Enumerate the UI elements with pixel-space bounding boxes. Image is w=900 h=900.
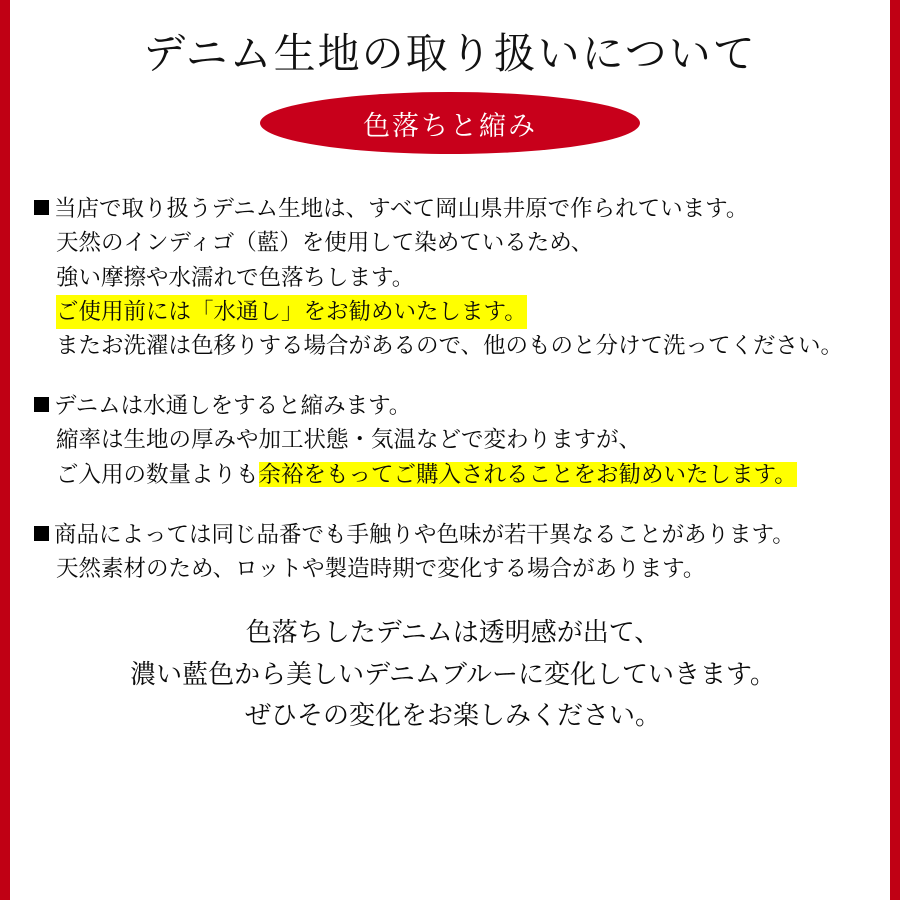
document-body (28, 192, 872, 737)
section-3-line-1 (34, 518, 872, 552)
section-1-line-4-text: ご使用前には「水通し」をお勧めいたします。 (56, 295, 527, 329)
section-2-line-3-prefix: ご入用の数量よりも (56, 461, 259, 487)
section-2-line-3-highlighted: 余裕をもってご購入されることをお勧めいたします。 (258, 461, 797, 487)
section-2-line-2: 縮率は生地の厚みや加工状態・気温などで変わりますが、 (56, 427, 642, 453)
section-1 (34, 192, 872, 363)
section-1-line-3: 強い摩擦や水濡れで色落ちします。 (56, 264, 415, 290)
section-3 (34, 518, 872, 586)
section-3-line-1-text: 商品によっては同じ品番でも手触りや色味が若干異なることがあります。 (54, 521, 795, 547)
section-2-line-1-text: デニムは水通しをすると縮みます。 (54, 393, 412, 419)
closing-statement (34, 612, 872, 737)
section-1-line-5: またお洗濯は色移りする場合があるので、他のものと分けて洗ってください。 (56, 332, 844, 358)
square-bullet-icon (34, 200, 49, 215)
subtitle-badge: 色落ちと縮み (260, 92, 640, 154)
page-title: デニム生地の取り扱いについて (143, 32, 757, 78)
closing-line-1: 色落ちしたデニムは透明感が出て、 (245, 618, 661, 648)
section-1-line-4-highlighted (34, 295, 872, 329)
section-2-line-3 (34, 458, 872, 492)
closing-line-2: 濃い藍色から美しいデニムブルーに変化していきます。 (130, 659, 776, 689)
badge-container (28, 92, 872, 154)
section-1-line-1-text: 当店で取り扱うデニム生地は、すべて岡山県井原で作られています。 (54, 196, 749, 222)
section-3-line-2: 天然素材のため、ロットや製造時期で変化する場合があります。 (56, 555, 706, 581)
square-bullet-icon (34, 526, 49, 541)
section-1-line-2: 天然のインディゴ（藍）を使用して染めているため、 (56, 230, 594, 256)
page-inner (10, 0, 890, 900)
section-2-line-1 (34, 389, 872, 423)
closing-line-3: ぜひその変化をお楽しみください。 (244, 701, 661, 731)
section-2 (34, 389, 872, 492)
section-1-line-1 (34, 192, 872, 226)
square-bullet-icon (34, 397, 49, 412)
